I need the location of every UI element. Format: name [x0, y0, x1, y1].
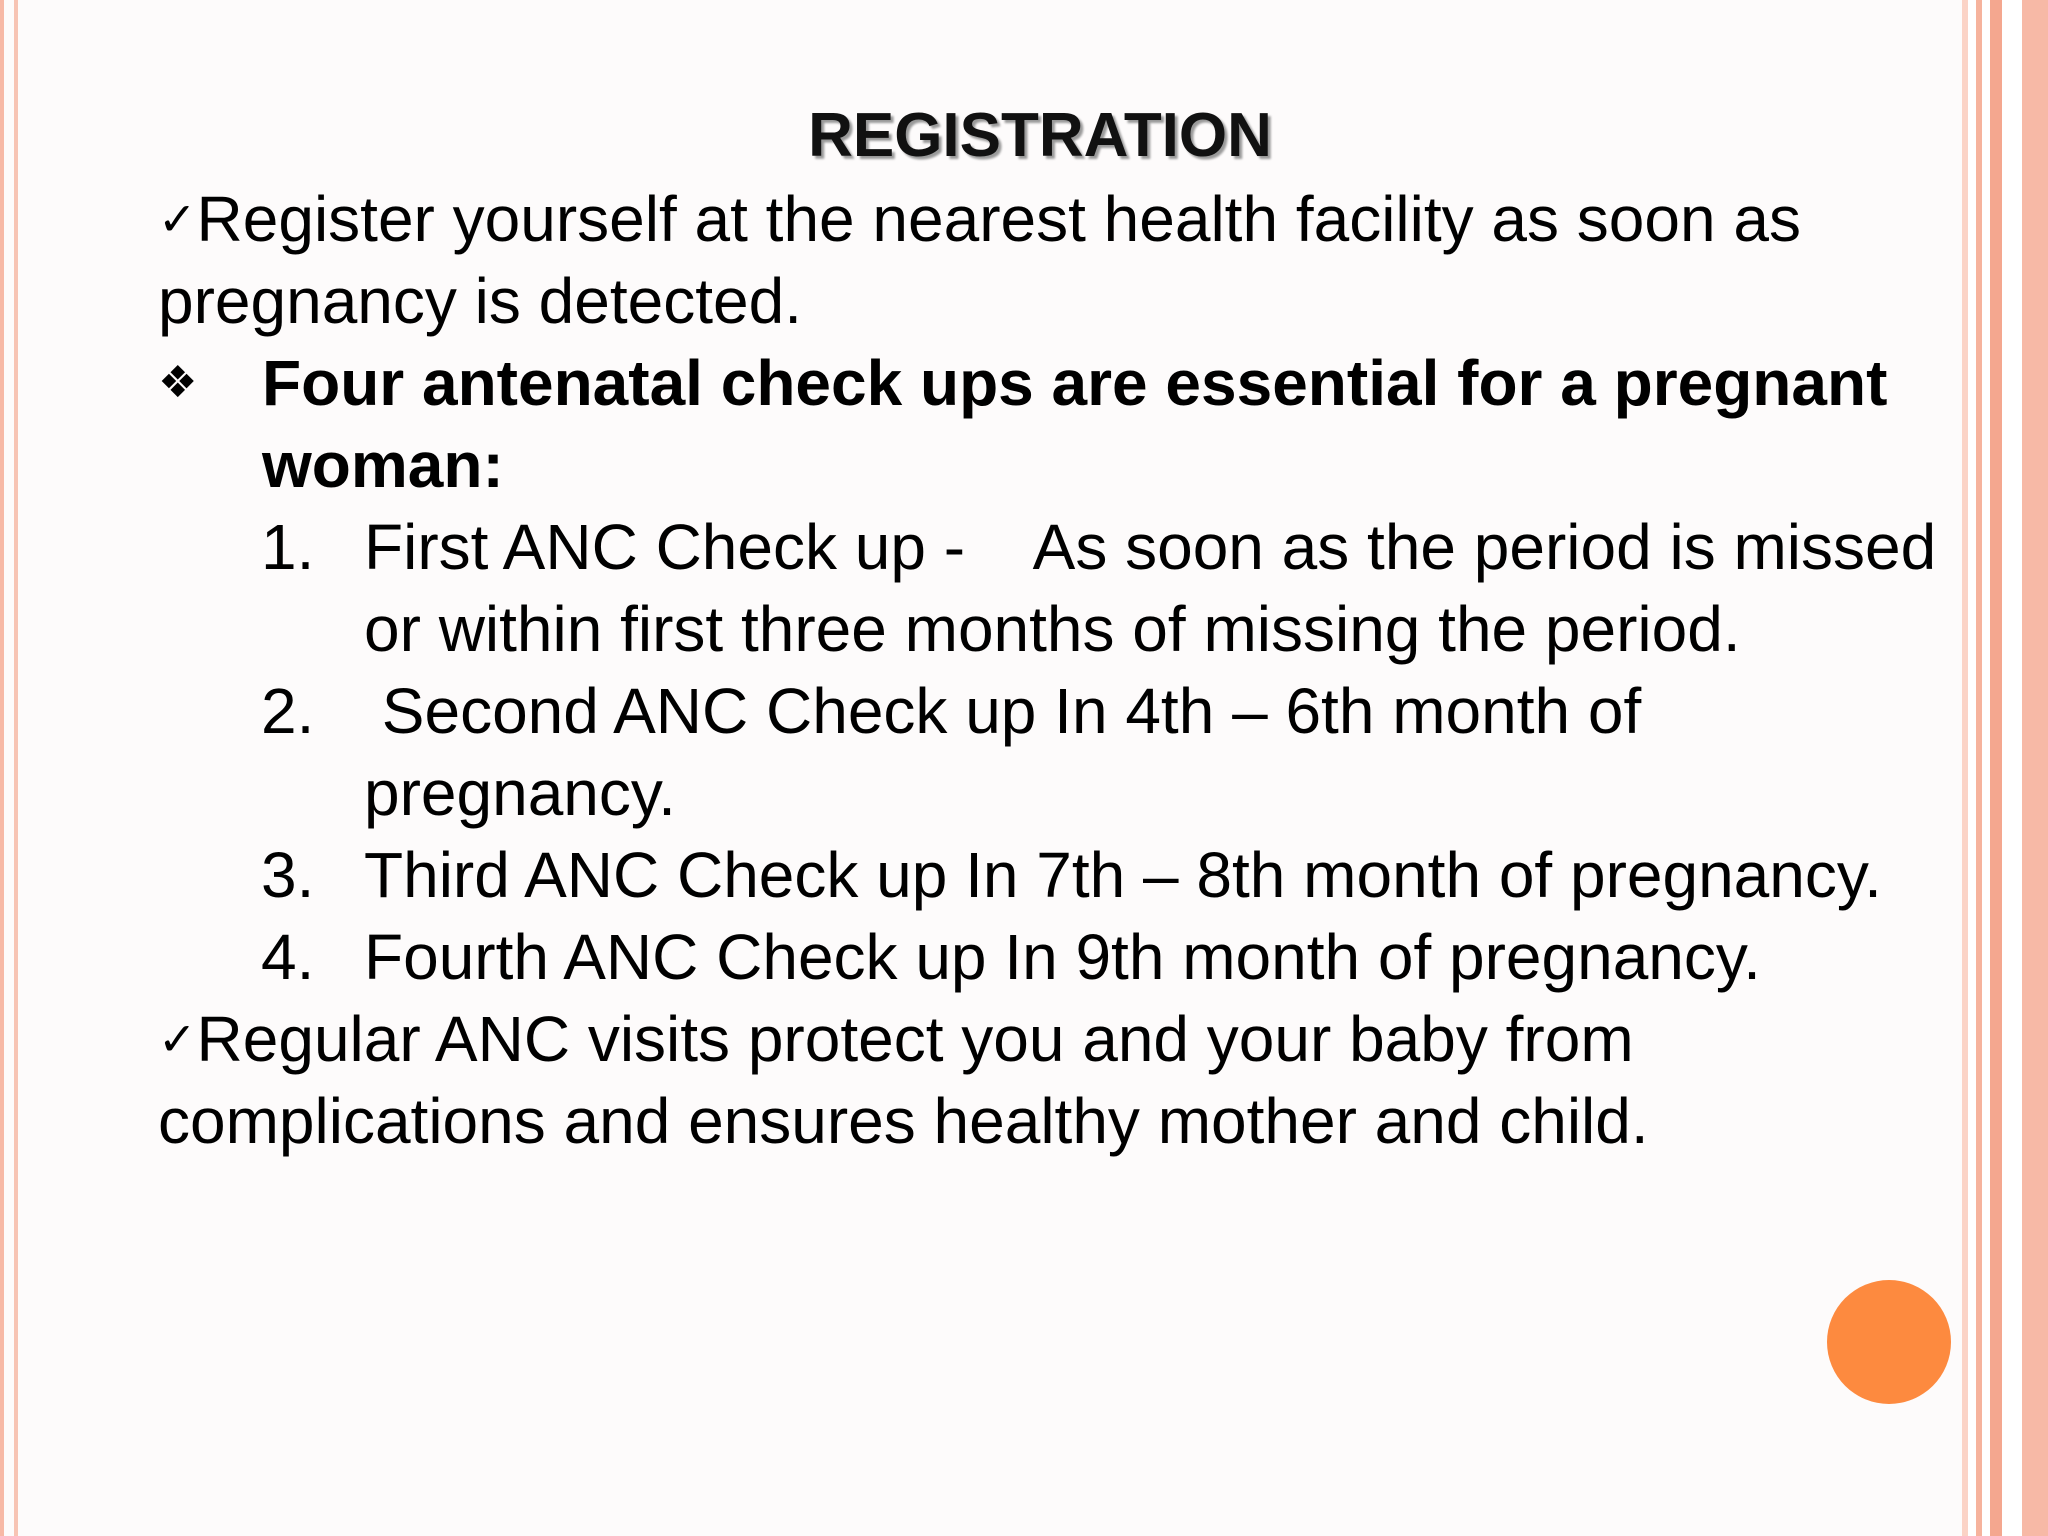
- left-border-line: [0, 0, 4, 1536]
- list-item-number: 3.: [261, 839, 315, 911]
- list-item: [158, 506, 1954, 670]
- left-border-line-inner: [14, 0, 18, 1536]
- checkmark-icon: ✓: [158, 192, 197, 246]
- anc-visits-point-text: Regular ANC visits protect you and your baby from complications and ensures healthy mother and child.: [158, 1003, 1649, 1157]
- list-item-text: Third ANC Check up In 7th – 8th month of pregnancy.: [364, 839, 1882, 911]
- slide-title: REGISTRATION: [808, 101, 1272, 170]
- anc-visits-point: [158, 998, 1938, 1162]
- list-item-text: Fourth ANC Check up In 9th month of pregnancy.: [364, 921, 1761, 993]
- list-item-number: 4.: [261, 921, 315, 993]
- list-item: [158, 670, 1938, 834]
- diamond-bullet-icon: ❖: [158, 357, 198, 408]
- right-decorative-band: [1962, 0, 2048, 1536]
- registration-point-text: Register yourself at the nearest health facility as soon as pregnancy is detected.: [158, 183, 1801, 337]
- slide-body: [158, 178, 1954, 1162]
- list-item: [158, 916, 1938, 998]
- list-item: [158, 834, 1938, 916]
- checkup-list: [158, 506, 1954, 998]
- list-item-text: Second ANC Check up In 4th – 6th month of pregnancy.: [364, 675, 1659, 829]
- checkups-heading-text: Four antenatal check ups are essential for a pregnant woman:: [262, 347, 1888, 501]
- orange-circle-decoration: [1827, 1280, 1951, 1404]
- registration-point: [158, 178, 1938, 342]
- list-item-number: 1.: [261, 511, 315, 583]
- checkmark-icon: ✓: [158, 1012, 197, 1066]
- list-item-text: First ANC Check up - As soon as the period is missed or within first three months of missing the period.: [364, 511, 1954, 665]
- list-item-number: 2.: [261, 675, 315, 747]
- checkups-heading: [158, 342, 1938, 506]
